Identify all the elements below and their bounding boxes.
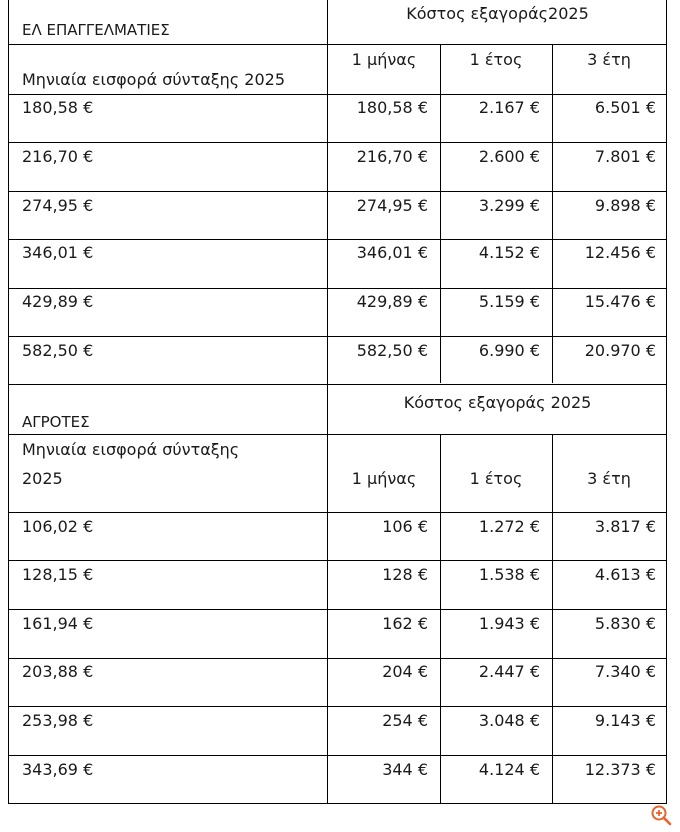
cost-cell: 204 € xyxy=(382,662,428,681)
row-divider xyxy=(8,755,667,756)
table-border-left xyxy=(8,0,9,804)
cost-cell: 20.970 € xyxy=(584,341,656,360)
contribution-cell: 429,89 € xyxy=(22,292,94,311)
row-divider xyxy=(8,384,667,385)
contribution-cell: 216,70 € xyxy=(22,147,94,166)
cost-cell: 582,50 € xyxy=(356,341,428,360)
cost-cell: 9.143 € xyxy=(594,711,656,730)
row-divider xyxy=(8,658,667,659)
cost-cell: 15.476 € xyxy=(584,292,656,311)
cost-cell: 1.272 € xyxy=(478,517,540,536)
cost-cell: 2.600 € xyxy=(478,147,540,166)
cost-cell: 6.501 € xyxy=(594,98,656,117)
row-divider xyxy=(8,706,667,707)
row-divider xyxy=(8,94,667,95)
cost-cell: 5.830 € xyxy=(594,614,656,633)
cost-cell: 7.340 € xyxy=(594,662,656,681)
table-border-right xyxy=(666,0,667,804)
section-label-farmers: ΑΓΡΟΤΕΣ xyxy=(22,413,90,431)
row-divider xyxy=(8,288,667,289)
col-header-1-month: 1 μήνας xyxy=(351,50,417,69)
cost-header: Κόστος εξαγοράς2025 xyxy=(406,4,589,23)
table-border-bottom xyxy=(8,803,667,804)
cost-cell: 128 € xyxy=(382,565,428,584)
zoom-in-icon[interactable] xyxy=(650,804,672,826)
cost-cell: 162 € xyxy=(382,614,428,633)
contribution-cell: 128,15 € xyxy=(22,565,94,584)
cost-cell: 254 € xyxy=(382,711,428,730)
cost-cell: 3.817 € xyxy=(594,517,656,536)
cost-cell: 180,58 € xyxy=(356,98,428,117)
col-header-3-years: 3 έτη xyxy=(587,50,631,69)
cost-header: Κόστος εξαγοράς 2025 xyxy=(403,393,592,412)
cost-cell: 1.943 € xyxy=(478,614,540,633)
cost-cell: 4.124 € xyxy=(478,760,540,779)
cost-cell: 3.048 € xyxy=(478,711,540,730)
row-divider xyxy=(8,239,667,240)
contribution-header-year: 2025 xyxy=(22,469,63,488)
cost-cell: 2.167 € xyxy=(478,98,540,117)
contribution-cell: 161,94 € xyxy=(22,614,94,633)
column-divider xyxy=(327,0,328,804)
cost-cell: 1.538 € xyxy=(478,565,540,584)
cost-cell: 12.456 € xyxy=(584,243,656,262)
column-divider xyxy=(440,434,441,804)
cost-cell: 7.801 € xyxy=(594,147,656,166)
cost-cell: 216,70 € xyxy=(356,147,428,166)
section-label-professionals: ΕΛ ΕΠΑΓΓΕΛΜΑΤΙΕΣ xyxy=(22,21,170,39)
cost-cell: 429,89 € xyxy=(356,292,428,311)
cost-cell: 6.990 € xyxy=(478,341,540,360)
cost-cell: 12.373 € xyxy=(584,760,656,779)
contribution-cell: 343,69 € xyxy=(22,760,94,779)
cost-cell: 3.299 € xyxy=(478,196,540,215)
row-divider xyxy=(8,609,667,610)
cost-cell: 5.159 € xyxy=(478,292,540,311)
cost-cell: 344 € xyxy=(382,760,428,779)
contribution-cell: 253,98 € xyxy=(22,711,94,730)
contribution-cell: 274,95 € xyxy=(22,196,94,215)
contribution-header: Μηνιαία εισφορά σύνταξης xyxy=(22,440,240,459)
contribution-cell: 106,02 € xyxy=(22,517,94,536)
cost-cell: 4.613 € xyxy=(594,565,656,584)
row-divider xyxy=(8,434,667,435)
row-divider xyxy=(8,44,327,45)
contribution-header: Μηνιαία εισφορά σύνταξης 2025 xyxy=(22,70,285,89)
cost-cell: 346,01 € xyxy=(356,243,428,262)
row-divider xyxy=(8,142,667,143)
cost-cell: 9.898 € xyxy=(594,196,656,215)
cost-cell: 106 € xyxy=(382,517,428,536)
col-header-1-year: 1 έτος xyxy=(469,469,523,488)
cost-cell: 4.152 € xyxy=(478,243,540,262)
row-divider xyxy=(8,512,667,513)
col-header-1-month: 1 μήνας xyxy=(351,469,417,488)
contribution-cell: 180,58 € xyxy=(22,98,94,117)
col-header-3-years: 3 έτη xyxy=(587,469,631,488)
contribution-cell: 346,01 € xyxy=(22,243,94,262)
row-divider xyxy=(8,336,667,337)
row-divider xyxy=(327,44,667,45)
cost-cell: 274,95 € xyxy=(356,196,428,215)
contribution-cell: 203,88 € xyxy=(22,662,94,681)
column-divider xyxy=(552,434,553,804)
row-divider xyxy=(8,560,667,561)
cost-cell: 2.447 € xyxy=(478,662,540,681)
contribution-cell: 582,50 € xyxy=(22,341,94,360)
row-divider xyxy=(8,191,667,192)
col-header-1-year: 1 έτος xyxy=(469,50,523,69)
